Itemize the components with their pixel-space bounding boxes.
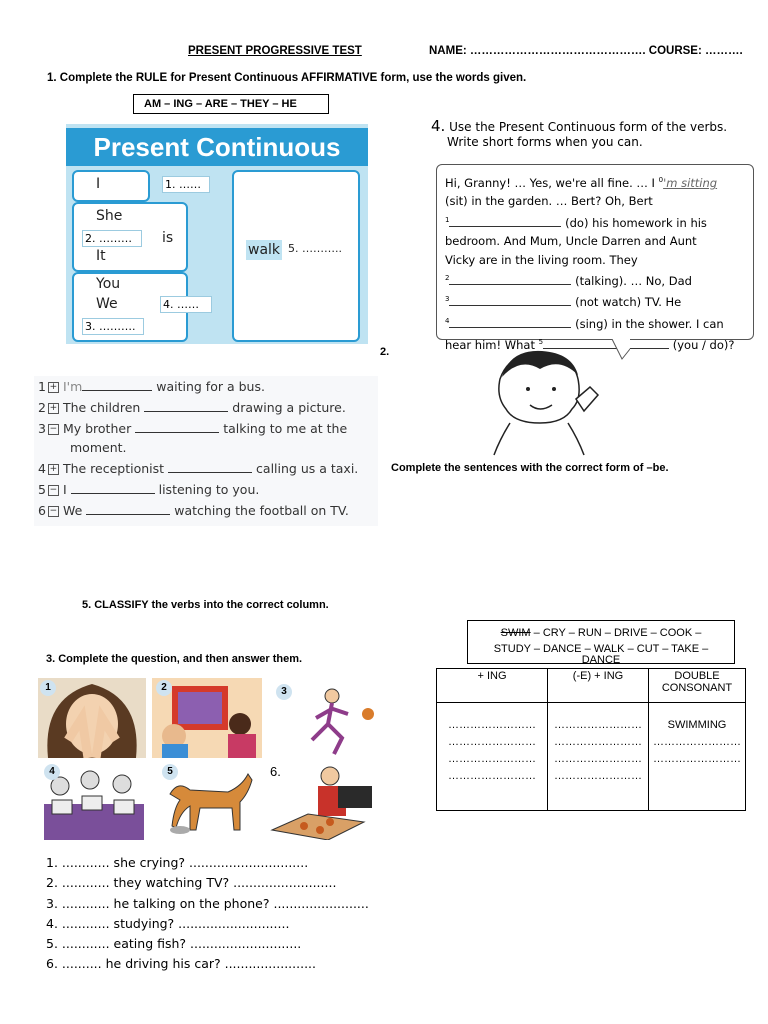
verbs-text: – CRY – RUN – DRIVE – COOK –	[530, 627, 702, 639]
sentence-3	[38, 421, 347, 436]
ex4-title-line2: Write short forms when you can.	[447, 135, 643, 149]
ex3-questions	[46, 853, 369, 975]
sentence-end: listening to you.	[158, 482, 260, 497]
bubble-text: (not watch) TV. He	[575, 295, 682, 310]
ex2-sentences	[34, 376, 378, 526]
test-title: PRESENT PROGRESSIVE TEST	[188, 45, 362, 57]
answer-slot[interactable]: ……………………	[554, 719, 642, 731]
sentence-end: waiting for a bus.	[156, 379, 265, 394]
example-answer: 'm sitting	[663, 175, 718, 190]
col-header-ing: + ING	[437, 669, 548, 703]
blank-4: 4. ……	[160, 296, 212, 313]
bubble-text: (do) his homework in his	[565, 215, 707, 230]
puzzle-title: Present Continuous	[66, 128, 368, 166]
question-2[interactable]: 2. ............ they watching TV? ..........................	[46, 875, 337, 891]
answer-slot[interactable]: ……………………	[448, 736, 536, 748]
ex2-number: 2.	[380, 346, 390, 358]
sentence-5	[38, 482, 259, 497]
ex1-instruction: 1. Complete the RULE for Present Continuous AFFIRMATIVE form, use the words given.	[47, 72, 527, 84]
bubble-line-3	[445, 232, 745, 251]
question-4[interactable]: 4. ............ studying? ............................	[46, 915, 290, 931]
puzzle-piece-i	[72, 170, 150, 202]
blank-1: 1. ……	[162, 176, 210, 193]
answer-blank[interactable]	[168, 472, 252, 473]
question-6[interactable]: 6. .......... he driving his car? .......................	[46, 956, 316, 972]
sign-box: +	[49, 403, 58, 413]
bubble-line-4	[445, 251, 745, 270]
col-double-cell[interactable]	[649, 703, 746, 811]
ex2-instruction: Complete the sentences with the correct form of –be.	[391, 462, 669, 474]
bubble-line-1	[445, 192, 745, 211]
picture-number: 3	[276, 684, 292, 700]
sentence-6	[38, 503, 349, 518]
sign-box: −	[49, 424, 58, 434]
answer-blank[interactable]	[82, 390, 152, 391]
sign-box: −	[49, 506, 58, 516]
blank-number: 1	[445, 215, 450, 224]
struck-verb: SWIM	[500, 627, 531, 639]
bubble-text: (sing) in the shower. I can	[575, 316, 724, 331]
sentence-end: watching the football on TV.	[174, 503, 349, 518]
picture-1-crying	[38, 678, 146, 758]
picture-2-watching-tv	[152, 678, 262, 758]
ex5-instruction: 5. CLASSIFY the verbs into the correct column.	[82, 599, 329, 611]
pronoun-she: She	[96, 208, 123, 224]
word-bank-text: AM – ING – ARE – THEY – HE	[144, 98, 297, 110]
item-number: 2	[38, 400, 46, 415]
sentence-end: talking to me at the	[223, 421, 348, 436]
item-number: 4	[38, 461, 46, 476]
sentence-start: I'm	[62, 379, 83, 394]
answer-slot[interactable]: ……………………	[448, 770, 536, 782]
col-header-double: DOUBLE CONSONANT	[649, 669, 746, 703]
word-bank-box	[133, 94, 329, 114]
picture-4-studying	[40, 760, 148, 840]
answer-slot[interactable]: ……………………	[448, 719, 536, 731]
picture-6-cooking	[268, 760, 386, 840]
picture-5-cat-eating	[156, 760, 260, 840]
answer-blank[interactable]	[449, 226, 561, 227]
col-e-ing-cell[interactable]	[548, 703, 649, 811]
bubble-text: (sit) in the garden. … Bert? Oh, Bert	[445, 194, 653, 209]
question-5[interactable]: 5. ............ eating fish? ............................	[46, 936, 302, 952]
blank-number: 4	[445, 316, 450, 325]
pronoun-i: I	[96, 176, 101, 192]
answer-blank[interactable]	[135, 432, 219, 433]
answer-blank[interactable]	[449, 327, 571, 328]
bubble-text: hear him! What	[445, 337, 539, 352]
item-number: 3	[38, 421, 46, 436]
bubble-text: Hi, Granny! … Yes, we're all fine. … I	[445, 175, 659, 190]
bubble-line-0	[445, 171, 745, 192]
sentence-end: drawing a picture.	[232, 400, 346, 415]
picture-number: 6.	[270, 764, 281, 779]
answer-blank[interactable]	[449, 284, 571, 285]
col-ing-cell[interactable]	[437, 703, 548, 811]
blank-2: 2. ………	[82, 230, 142, 247]
name-course-line: NAME: ………………………………………. COURSE: ……….	[429, 45, 743, 57]
puzzle-piece-walk	[232, 170, 360, 342]
answer-blank[interactable]	[86, 514, 170, 515]
bubble-text: Vicky are in the living room. They	[445, 252, 638, 267]
pronoun-we: We	[96, 296, 118, 312]
picture-3-running	[272, 678, 386, 758]
sentence-2	[38, 400, 346, 415]
man-cooking-illustration	[268, 760, 386, 840]
sentence-start: moment.	[70, 440, 127, 455]
sentence-4	[38, 461, 358, 476]
bubble-line-2	[445, 211, 745, 232]
sentence-3-cont	[70, 440, 127, 455]
item-number: 1	[38, 379, 46, 394]
col-header-e-ing: (-E) + ING	[548, 669, 649, 703]
picture-number: 5	[162, 764, 178, 780]
answer-slot[interactable]: ……………………	[448, 753, 536, 765]
ex4-title-line1: Use the Present Continuous form of the verbs.	[449, 120, 728, 134]
answer-slot[interactable]: ……………………	[554, 770, 642, 782]
answer-slot[interactable]: ……………………	[554, 736, 642, 748]
sentence-start: I	[62, 482, 67, 497]
sign-box: +	[49, 464, 58, 474]
sentence-start: We	[62, 503, 83, 518]
question-3[interactable]: 3. ............ he talking on the phone? ........................	[46, 895, 369, 911]
bubble-line-6	[445, 290, 745, 311]
verbs-line-1	[468, 625, 734, 641]
question-1[interactable]: 1. ............ she crying? ..............................	[46, 855, 309, 870]
blank-number: 3	[445, 295, 450, 304]
boy-on-phone-illustration	[480, 339, 630, 457]
verb-is: is	[162, 230, 174, 246]
bubble-text: bedroom. And Mum, Uncle Darren and Aunt	[445, 234, 697, 249]
bubble-text: (you / do)?	[672, 337, 735, 352]
answer-slot[interactable]: ……………………	[653, 753, 741, 765]
picture-number: 2	[156, 680, 172, 696]
ex3-instruction: 3. Complete the question, and then answer them.	[46, 653, 303, 665]
speech-bubble	[436, 164, 754, 352]
answer-blank[interactable]	[71, 493, 155, 494]
sign-box: −	[49, 485, 58, 495]
blank-number: 2	[445, 274, 450, 283]
classify-table	[436, 668, 746, 811]
picture-number: 4	[44, 764, 60, 780]
verb-walk: walk	[248, 242, 281, 258]
sentence-start: The receptionist	[62, 461, 165, 476]
sentence-start: The children	[62, 400, 141, 415]
sign-box: +	[49, 382, 58, 392]
sentence-end: calling us a taxi.	[256, 461, 359, 476]
answer-blank[interactable]	[449, 305, 571, 306]
blank-number: 5	[538, 338, 544, 347]
bubble-line-5	[445, 269, 745, 290]
verbs-box	[467, 620, 735, 664]
present-continuous-puzzle	[66, 124, 368, 344]
blank-5: 5. ………..	[288, 242, 342, 255]
sentence-start: My brother	[62, 421, 132, 436]
pronoun-you: You	[96, 276, 121, 292]
bubble-text: (talking). … No, Dad	[575, 273, 692, 288]
picture-number: 1	[40, 680, 56, 696]
verbs-line-2: STUDY – DANCE – WALK – CUT – TAKE –	[493, 643, 709, 655]
ex4-title	[431, 117, 727, 135]
example-swimming: SWIMMING	[667, 719, 727, 731]
verbs-line-3: DANCE	[581, 654, 621, 666]
blank-number: 0	[658, 176, 664, 184]
answer-blank[interactable]	[144, 411, 228, 412]
pronoun-it: It	[96, 248, 106, 264]
answer-slot[interactable]: ……………………	[554, 753, 642, 765]
answer-slot[interactable]: ……………………	[653, 736, 741, 748]
blank-3: 3. ……….	[82, 318, 144, 335]
sentence-1	[38, 379, 265, 394]
item-number: 6	[38, 503, 46, 518]
item-number: 5	[38, 482, 46, 497]
bubble-line-7	[445, 312, 745, 333]
ex4-number: 4.	[431, 117, 446, 135]
